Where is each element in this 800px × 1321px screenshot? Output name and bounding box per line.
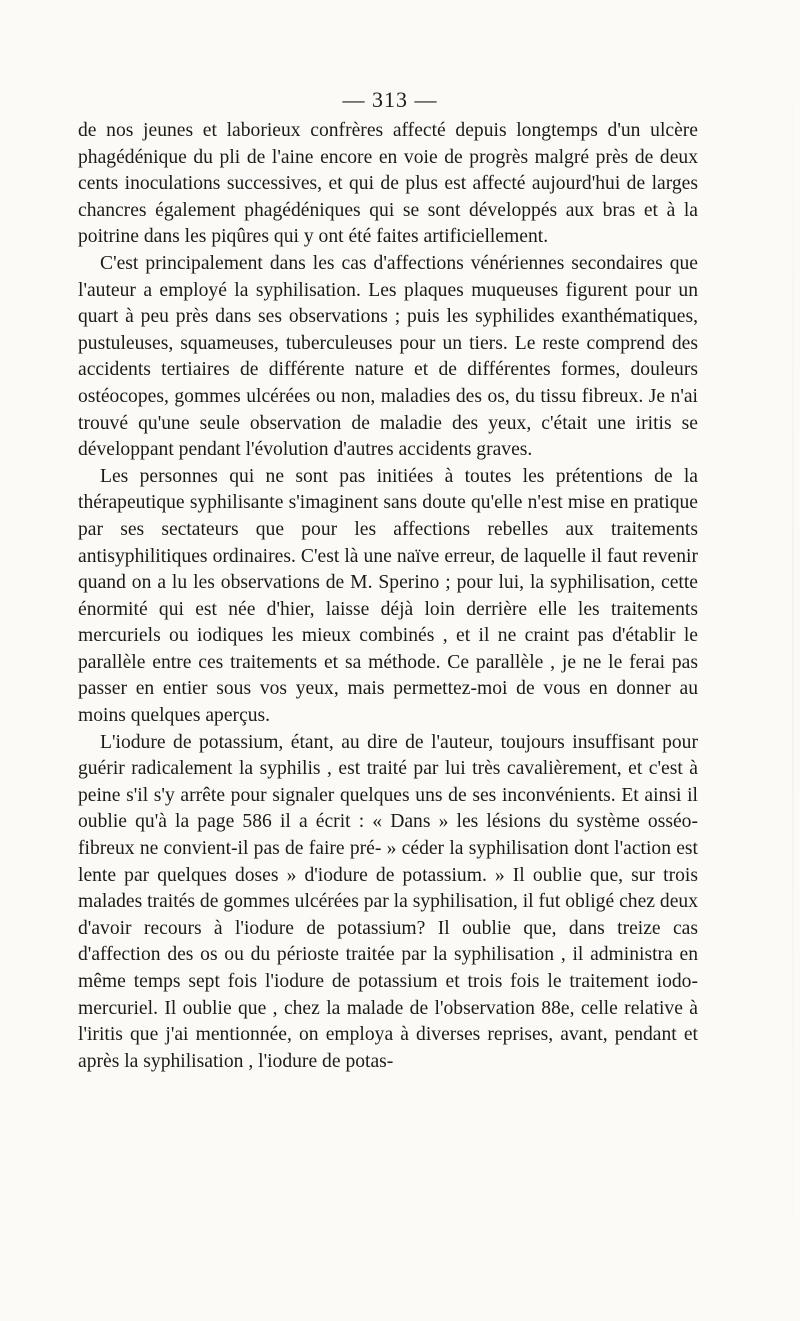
paragraph-1: de nos jeunes et laborieux confrères affecté depuis longtemps d'un ulcère phagédénique du pli de l'aine encore en voie de progrès malgré près de deux cents inoculations successives, et qui de plus est affecté aujourd'hui de larges chancres également phagédéniques qui se sont développés aux bras et à la poitrine dans les piqûres qui y ont été faites artificiellement. [78,120,698,248]
page-number: — 313 — [342,87,438,112]
paragraph-3: Les personnes qui ne sont pas initiées à toutes les prétentions de la thérapeutique syphilisante s'imaginent sans doute qu'elle n'est mise en pratique par ses sectateurs que pour les affections rebelles aux traitements antisyphilitiques ordinaires. C'est là une naïve erreur, de laquelle il faut revenir quand on a lu les observations de M. Sperino ; pour lui, la syphilisation, cette énormité qui est née d'hier, laisse déjà loin derrière elle les traitements mercuriels ou iodiques les mieux combinés , et il ne craint pas d'établir le parallèle entre ces traitements et sa méthode. Ce parallèle , je ne le ferai pas passer en entier sous vos yeux, mais permettez-moi de vous en donner au moins quelques aperçus. [78,465,698,727]
body-text [78,118,698,1075]
paragraph-4: L'iodure de potassium, étant, au dire de l'auteur, toujours insuffisant pour guérir radicalement la syphilis , est traité par lui très cavalièrement, et c'est à peine s'il s'y arrête pour signaler quelques uns de ses inconvénients. Et ainsi il oublie qu'à la page 586 il a écrit : « Dans » les lésions du système osséo-fibreux ne convient-il pas de faire pré- » céder la syphilisation dont l'action est lente par quelques doses » d'iodure de potassium. » Il oublie que, sur trois malades traités de gommes ulcérées par la syphilisation, il fut obligé chez deux d'avoir recours à l'iodure de potassium? Il oublie que, dans treize cas d'affection des os ou du périoste traitée par la syphilisation , il administra en même temps sept fois l'iodure de potassium et trois fois le traitement iodo-mercuriel. Il oublie que , chez la malade de l'observation 88e, celle relative à l'iritis que j'ai mentionnée, on employa à diverses reprises, avant, pendant et après la syphilisation , l'iodure de potas- [78,731,698,1072]
paragraph-2: C'est principalement dans les cas d'affections vénériennes secondaires que l'auteur a employé la syphilisation. Les plaques muqueuses figurent pour un quart à peu près dans ses observations ; puis les syphilides exanthématiques, pustuleuses, squameuses, tuberculeuses pour un tiers. Le reste comprend des accidents tertiaires de différente nature et de différentes formes, douleurs ostéocopes, gommes ulcérées ou non, maladies des os, du tissu fibreux. Je n'ai trouvé qu'une seule observation de maladie des yeux, c'était une iritis se développant pendant l'évolution d'autres accidents graves. [78,252,698,461]
paper-edge [792,0,794,1321]
